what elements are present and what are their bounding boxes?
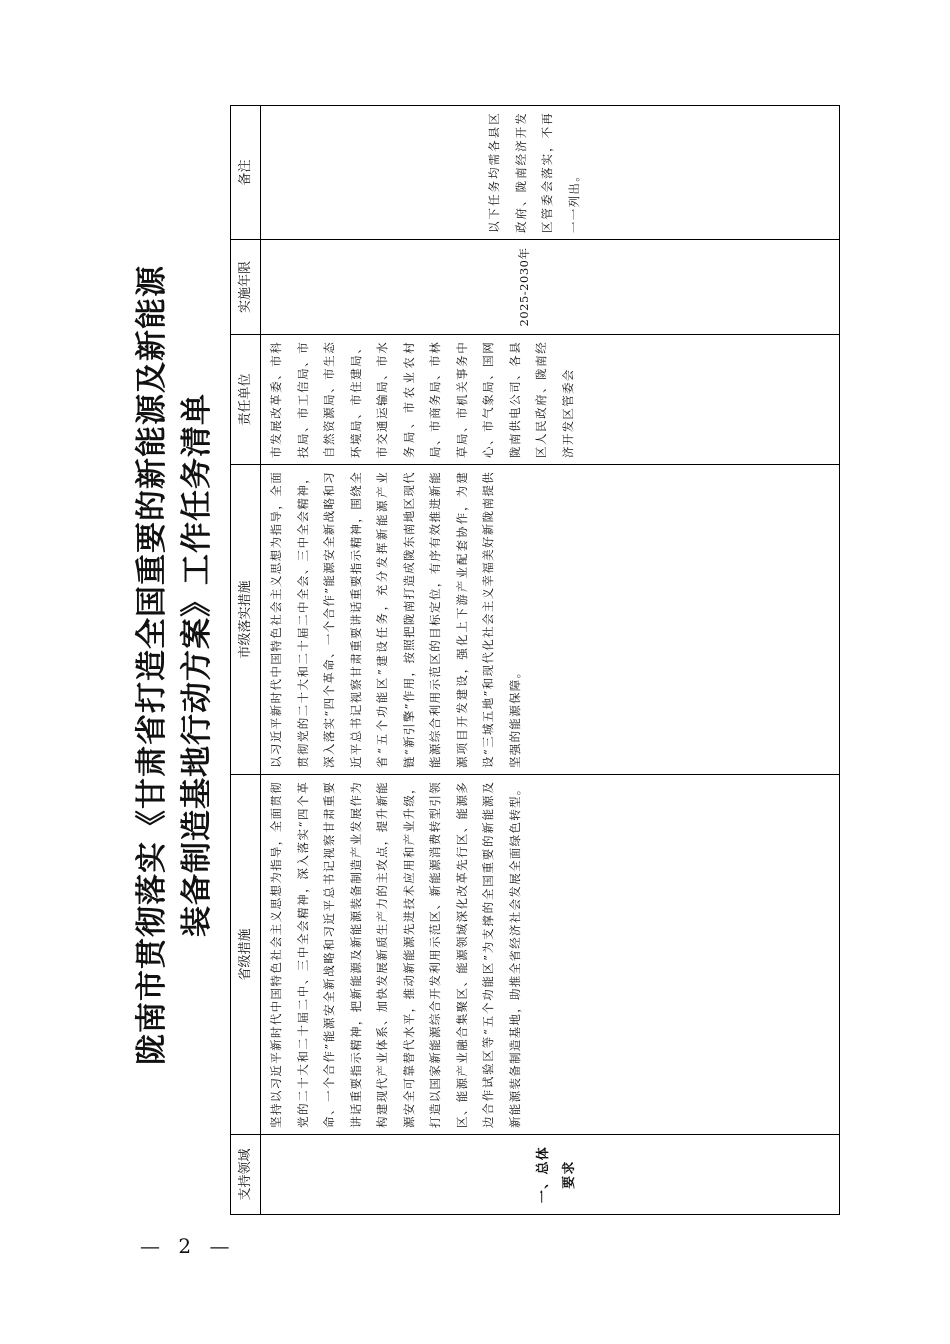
cell-period: 2025-2030年	[261, 239, 839, 334]
header-unit: 责任单位	[231, 334, 261, 464]
document-title	[130, 95, 230, 1235]
cell-note: 以下任务均需各县区政府、陇南经济开发区管委会落实，不再一一列出。	[487, 112, 581, 233]
header-area: 支持领域	[231, 1134, 261, 1214]
rotated-page	[130, 95, 830, 1235]
header-period: 实施年限	[231, 239, 261, 334]
cell-area: 一、总体要求	[261, 1134, 839, 1214]
cell-province: 坚持以习近平新时代中国特色社会主义思想为指导，全面贯彻党的二十大和二十届二中、三中全会精神，深入落实“四个革命、一个合作”能源安全新战略和习近平总书记视察甘肃重要讲话重要指示精神，把新能源及新能源装备制造产业发展作为构建现代产业体系、加快发展新质生产力的主攻点，提升新能源安全可靠替代水平，推动新能源先进技术应用和产业升级，打造以国家新能源综合开发利用示范区、新能源消费转型引领区、能源产业融合集聚区、能源领域深化改革先行区、能源多边合作试验区等“五个功能区”为支撑的全国重要的新能源及新能源装备制造基地，助推全省经济社会发展全面绿色转型。	[261, 774, 839, 1134]
header-province: 省级措施	[231, 774, 261, 1134]
task-table	[230, 105, 840, 1215]
cell-city: 以习近平新时代中国特色社会主义思想为指导，全面贯彻党的二十大和二十届二中全会、三中全会精神，深入落实“四个革命、一个合作”能源安全新战略和习近平总书记视察甘肃重要讲话重要指示精神，围绕全省“五个功能区”建设任务，充分发挥新能源产业链“新引擎”作用，按照把陇南打造成陇东南地区现代能源综合利用示范区的目标定位，有序有效推进新能源项目开发建设，强化上下游产业配套协作，为建设“三城五地”和现代化社会主义幸福美好新陇南提供坚强的能源保障。	[261, 464, 839, 774]
cell-unit: 市发展改革委、市科技局、市工信局、市自然资源局、市生态环境局、市住建局、市交通运输局、市水务局、市农业农村局、市商务局、市林草局、市机关事务中心、市气象局、国网陇南供电公司、各县区人民政府、陇南经济开发区管委会	[261, 334, 839, 464]
title-line-2: 装备制造基地行动方案》工作任务清单	[179, 393, 215, 937]
page-number: — 2 —	[140, 1234, 236, 1258]
title-line-1: 陇南市贯彻落实《甘肃省打造全国重要的新能源及新能源	[134, 265, 170, 1065]
header-city: 市级落实措施	[231, 464, 261, 774]
header-note: 备注	[231, 106, 261, 239]
